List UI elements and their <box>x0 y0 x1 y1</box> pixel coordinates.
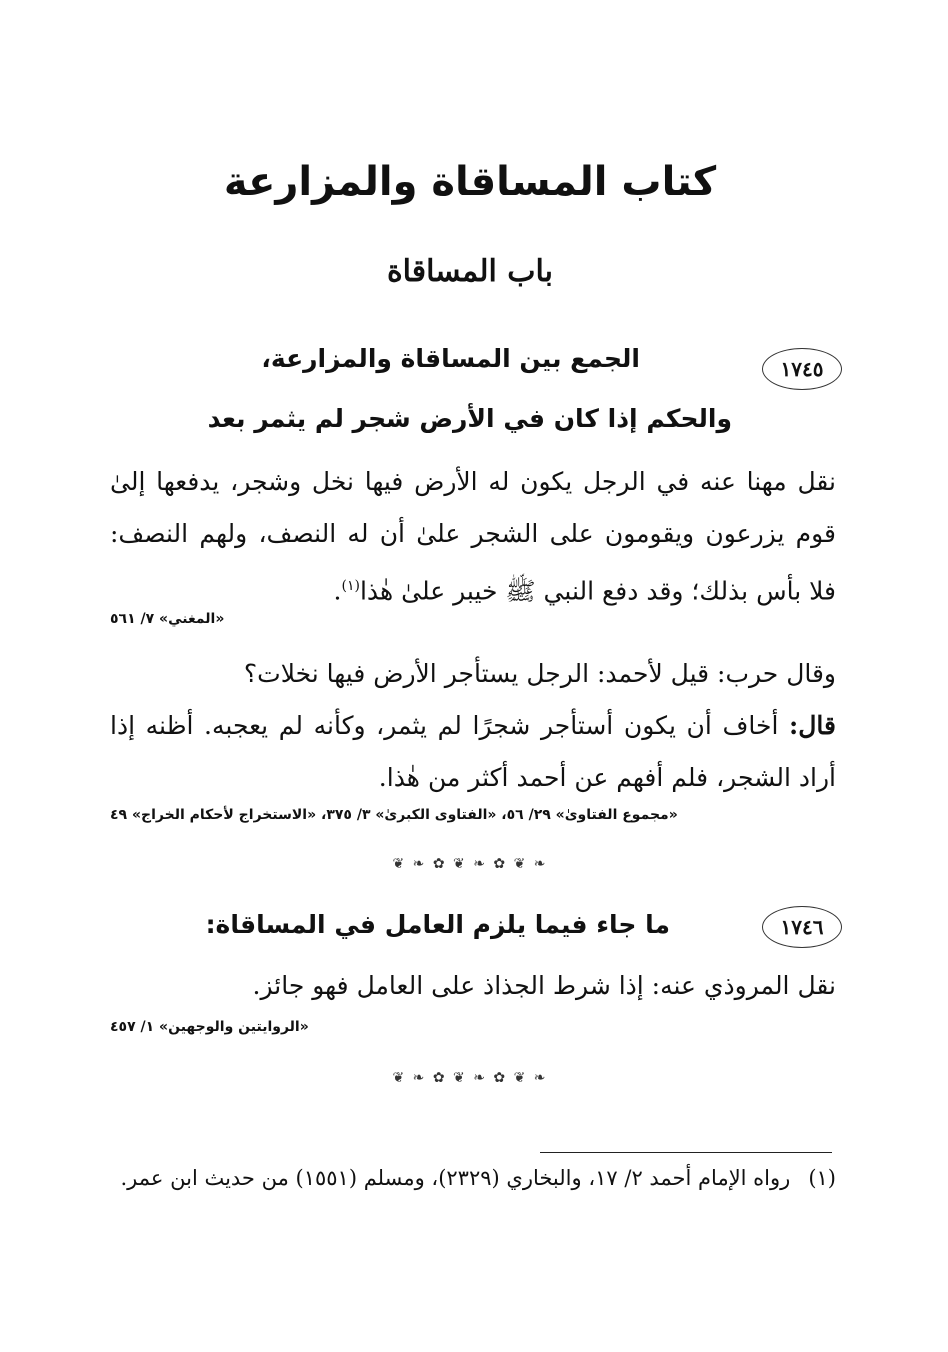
source-citation: «المغني» ٧/ ٥٦١ <box>110 611 225 627</box>
footnote <box>110 1158 836 1198</box>
paragraph <box>110 456 836 617</box>
source-citation: «الروايتين والوجهين» ١/ ٤٥٧ <box>110 1019 309 1035</box>
ornament-divider: ❦ ❧ ✿ ❦ ❧ ✿ ❦ ❧ <box>392 856 548 872</box>
speaker-label: قال: <box>789 711 836 740</box>
footnote-reference: (١) <box>341 578 360 594</box>
book-title: كتاب المساقاة والمزارعة <box>223 159 717 205</box>
entry-subtitle: والحكم إذا كان في الأرض شجر لم يثمر بعد <box>207 404 732 433</box>
footnote-separator <box>540 1152 832 1153</box>
paragraph-text: نقل مهنا عنه في الرجل يكون له الأرض فيها نخل وشجر، يدفعها إلىٰ قوم يزرعون ويقومون على الشجر علىٰ أن له النصف، ولهم النصف: فلا بأس بذلك؛ وقد دفع النبي ﷺ خيبر علىٰ هٰذا <box>110 467 836 606</box>
paragraph: نقل المروذي عنه: إذا شرط الجذاذ على العامل فهو جائز. <box>252 971 836 1000</box>
entry-title: الجمع بين المساقاة والمزارعة، <box>261 344 640 373</box>
entry-number-badge: ١٧٤٦ <box>762 906 842 948</box>
source-citation: «مجموع الفتاوىٰ» ٢٩/ ٥٦، «الفتاوى الكبرىٰ» ٣/ ٣٧٥، «الاستخراج لأحكام الخراج» ٤٩ <box>110 807 678 823</box>
entry-title: ما جاء فيما يلزم العامل في المساقاة: <box>205 910 670 939</box>
footnote-number: (١) <box>808 1166 836 1190</box>
paragraph-text: أخاف أن يكون أستأجر شجرًا لم يثمر، وكأنه لم يعجبه. أظنه إذا أراد الشجر، فلم أفهم عن أحمد أكثر من هٰذا. <box>110 711 836 792</box>
chapter-title: باب المساقاة <box>386 254 554 289</box>
paragraph-end: . <box>333 576 342 606</box>
paragraph <box>110 700 836 804</box>
footnote-text: رواه الإمام أحمد ٢/ ١٧، والبخاري (٢٣٢٩)، ومسلم (١٥٥١) من حديث ابن عمر. <box>120 1166 791 1190</box>
entry-number-badge: ١٧٤٥ <box>762 348 842 390</box>
paragraph: وقال حرب: قيل لأحمد: الرجل يستأجر الأرض فيها نخلات؟ <box>243 659 836 688</box>
ornament-divider: ❦ ❧ ✿ ❦ ❧ ✿ ❦ ❧ <box>392 1070 548 1086</box>
